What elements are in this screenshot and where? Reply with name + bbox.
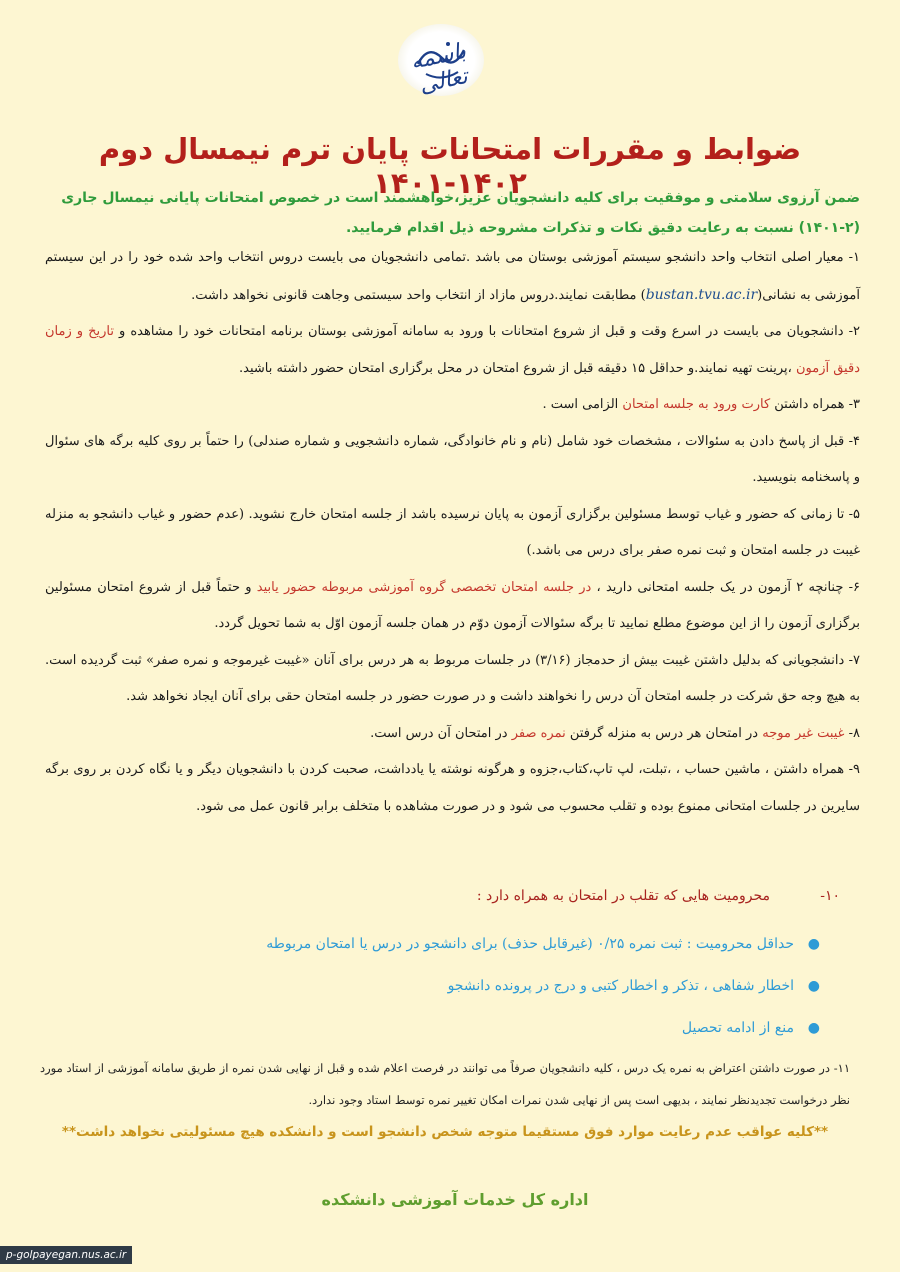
list-item: ●حداقل محرومیت : ثبت نمره ۰/۲۵ (غیرقابل حذف) برای دانشجو در درس یا امتحان مربوطه bbox=[60, 926, 820, 968]
warning-text: **کلیه عواقب عدم رعایت موارد فوق مستقیما متوجه شخص دانشجو است و دانشکده هیچ مسئولیتی نخواهد داشت** bbox=[61, 1124, 829, 1140]
bismillah-logo bbox=[398, 24, 484, 99]
rule-5: ۵- تا زمانی که حضور و غیاب توسط مسئولین برگزاری آزمون به پایان نرسیده باشد از جلسه امتحان خارج نشوید. (عدم حضور و غیاب دانشجو به منزله غیبت در جلسه امتحان و ثبت نمره صفر برای درس می باشد.) bbox=[45, 506, 860, 558]
bullet-icon: ● bbox=[807, 936, 820, 952]
bullet-icon: ● bbox=[807, 978, 820, 994]
bullet-icon: ● bbox=[807, 1020, 820, 1036]
logo-text: باسمه تعالی bbox=[408, 38, 470, 99]
site-watermark: p-golpayegan.nus.ac.ir bbox=[0, 1246, 132, 1264]
footer-signature: اداره کل خدمات آموزشی دانشکده bbox=[321, 1190, 589, 1209]
rule-3: ۳- همراه داشتن کارت ورود به جلسه امتحان الزامی است . bbox=[542, 397, 860, 412]
intro-text: ضمن آرزوی سلامتی و موفقیت برای کلیه دانشجویان عزیز،خواهشمند است در خصوص امتحانات پایانی نیمسال جاری (۲-۱۴۰۱) نسبت به رعایت دقیق نکات و تذکرات مشروحه ذیل اقدام فرمایید. bbox=[61, 190, 860, 236]
rule-10-text: محرومیت هایی که تقلب در امتحان به همراه دارد : bbox=[476, 888, 770, 904]
page-title: ضوابط و مقررات امتحانات پایان ترم نیمسال دوم ۱۴۰۲-۱۴۰۱ bbox=[98, 132, 802, 200]
rule-10-heading bbox=[60, 888, 840, 904]
rule-1: ۱- معیار اصلی انتخاب واحد دانشجو سیستم آموزشی بوستان می باشد .تمامی دانشجویان می بایست دروس انتخاب واحد شده خود را در این سیستم آموزشی به نشانی(bustan.tvu.ac.ir) مطابقت نمایند.دروس مازاد از انتخاب واحد سیستمی وجاهت قانونی نخواهد داشت. bbox=[45, 250, 860, 303]
rule-7: ۷- دانشجویانی که بدلیل داشتن غیبت بیش از حدمجاز (۳/۱۶) در جلسات مربوط به هر درس برای آنان «غیبت غیرموجه و نمره صفر» ثبت گردیده است. به هیچ وجه حق شرکت در جلسه امتحان آن درس را نخواهند داشت و در صورت حضور در جلسه امتحان حقی برای آنان ایجاد نخواهد شد. bbox=[45, 652, 860, 704]
penalty-list bbox=[60, 926, 820, 1052]
list-item: ●منع از ادامه تحصیل bbox=[60, 1010, 820, 1052]
rule-10-number: ۱۰- bbox=[820, 888, 840, 904]
rule-9: ۹- همراه داشتن ، ماشین حساب ، ،تبلت، لپ تاپ،کتاب،جزوه و هرگونه نوشته یا یادداشت، صحبت کردن با دانشجویان دیگر و یا نگاه کردن بر روی برگه سایرین در جلسات امتحانی ممنوع بوده و تقلب محسوب می شود و در صورت مشاهده با متخلف برابر قانون عمل می شود. bbox=[45, 762, 860, 814]
rule-4: ۴- قبل از پاسخ دادن به سئوالات ، مشخصات خود شامل (نام و نام خانوادگی، شماره دانشجویی و شماره صندلی) را حتماً بر روی کلیه برگه های سئوال و پاسخنامه بنویسید. bbox=[45, 433, 860, 485]
list-item: ●اخطار شفاهی ، تذکر و اخطار کتبی و درج در پرونده دانشجو bbox=[60, 968, 820, 1010]
bustan-url-link[interactable]: bustan.tvu.ac.ir bbox=[645, 286, 758, 303]
rule-11: ۱۱- در صورت داشتن اعتراض به نمره یک درس ، کلیه دانشجویان صرفاً می توانند در فرصت اعلام شده و قبل از نهایی شدن نمره از طریق سامانه آموزشی از استاد مورد نظر درخواست تجدیدنظر نمایند ، بدیهی است پس از نهایی شدن نمرات امکان تغییر نمره توسط استاد وجود ندارد. bbox=[40, 1061, 850, 1107]
rule-8: ۸- غیبت غیر موجه در امتحان هر درس به منزله گرفتن نمره صفر در امتحان آن درس است. bbox=[370, 725, 860, 741]
rules-list bbox=[45, 240, 860, 825]
rule-2: ۲- دانشجویان می بایست در اسرع وقت و قبل از شروع امتحانات با ورود به سامانه آموزشی بوستان برنامه امتحانات خود را مشاهده و تاریخ و زمان دقیق آزمون ،پرینت تهیه نمایند.و حداقل ۱۵ دقیقه قبل از شروع امتحان در محل برگزاری امتحان حضور داشته باشید. bbox=[45, 324, 860, 376]
rule-6: ۶- چنانچه ۲ آزمون در یک جلسه امتحانی دارید ، در جلسه امتحان تخصصی گروه آموزشی مربوطه حضور یابید و حتماً قبل از شروع امتحان مسئولین برگزاری آزمون را از این موضوع مطلع نمایید تا برگه سئوالات آزمون دوّم در همان جلسه آزمون اوّل به شما تحویل گردد. bbox=[45, 579, 860, 631]
